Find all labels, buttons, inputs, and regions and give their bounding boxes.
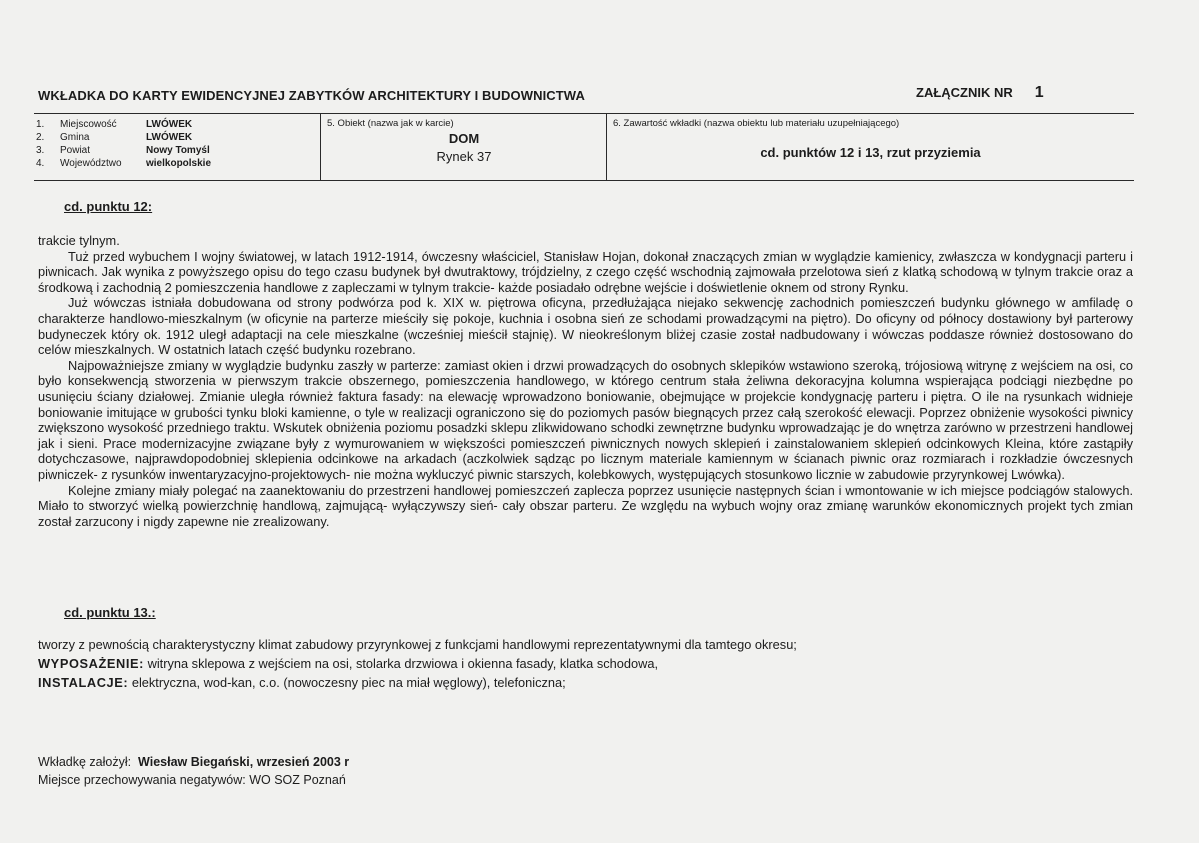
document-title: WKŁADKA DO KARTY EWIDENCYJNEJ ZABYTKÓW ARCHITEKTURY I BUDOWNICTWA: [38, 88, 585, 103]
paragraph: Tuż przed wybuchem I wojny światowej, w latach 1912-1914, ówczesny właściciel, Stanisław Hojan, dokonał znaczących zmian w wyglądzie kamienicy, zwłaszcza w kondygnacji parteru i piwnicach. Jak wynika z powyższego opisu do tego czasu budynek był dwutraktowy, trójdzielny, z czego część wschodnią zajmowała przelotowa sień z klatką schodową w tylnym trakcie oraz a środkową i zachodnią 2 pomieszczenia handlowe z zapleczami w tylnym trakcie- każde posiadało odrębne wejście i doświetlenie oknem od strony Rynku.: [38, 248, 1133, 295]
paragraph: trakcie tylnym.: [38, 233, 120, 248]
equipment-line: [38, 654, 1133, 673]
row-label: Województwo: [60, 158, 122, 169]
location-row-town: [36, 119, 192, 131]
content-value: cd. punktów 12 i 13, rzut przyziemia: [760, 145, 981, 160]
author-value: Wiesław Biegański, wrzesień 2003 r: [138, 755, 350, 769]
location-row-voivodeship: [36, 158, 211, 170]
row-value: LWÓWEK: [146, 132, 193, 143]
installations-line: [38, 673, 1133, 692]
storage-value: WO SOZ Poznań: [249, 773, 346, 787]
section-12-heading: cd. punktu 12:: [64, 199, 153, 214]
row-number: 4.: [36, 158, 45, 169]
object-column: [320, 114, 607, 180]
equipment-label: WYPOSAŻENIE:: [38, 656, 145, 671]
row-label: Gmina: [60, 132, 90, 143]
section-12-body: [38, 233, 1133, 529]
row-value: Nowy Tomyśl: [146, 145, 210, 156]
row-number: 1.: [36, 119, 45, 130]
row-label: Powiat: [60, 145, 91, 156]
storage-line: [38, 771, 349, 789]
location-column: [34, 114, 320, 180]
paragraph: Już wówczas istniała dobudowana od strony podwórza pod k. XIX w. piętrowa oficyna, przedłużająca niejako sekwencję zachodnich pomieszczeń budynku głównego w amfiladę o charakterze handlowo-mieszkalnym (w oficynie na parterze mieściły się pokoje, kuchnia i osobna sień ze schodami prowadzącymi na piętro). Do oficyny od północy dostawiony był parterowy budyneczek który ok. 1912 uległ adaptacji na cele mieszkalne (wcześniej mieścił stajnię). W nieokreślonym bliżej czasie został nadbudowany i wówczas poddasze również dostosowano do celów mieszkalnych. W ostatnich latach część budynku rozebrano.: [38, 295, 1133, 358]
content-label: 6. Zawartość wkładki (nazwa obiektu lub materiału uzupełniającego): [613, 118, 900, 129]
row-value: wielkopolskie: [146, 158, 212, 169]
installations-text: elektryczna, wod-kan, c.o. (nowoczesny piec na miał węglowy), telefoniczna;: [128, 675, 566, 690]
location-row-county: [36, 145, 210, 157]
author-line: [38, 753, 349, 771]
attachment-label: ZAŁĄCZNIK NR: [916, 85, 1013, 100]
object-name: DOM: [448, 131, 480, 146]
object-address: Rynek 37: [436, 149, 492, 164]
row-number: 3.: [36, 145, 45, 156]
attachment-number: 1: [1034, 84, 1044, 101]
content-column: [606, 114, 1134, 180]
paragraph: Najpoważniejsze zmiany w wyglądzie budynku zaszły w parterze: zamiast okien i drzwi prowadzących do osobnych sklepików wstawiono szeroką, trójosiową witrynę z wejściem na osi, co było konsekwencją stworzenia w pierwszym trakcie obszernego, pomieszczenia handlowego, w którego centrum stała żeliwna dekoracyjna kolumna wspierająca podciągi niezbędne po usunięciu ściany działowej. Zmianie uległa również faktura fasady: na elewację wprowadzono boniowanie, obejmujące w projekcie kondygnację parteru i piętra. O ile na rysunkach widnieje boniowanie imitujące w grubości tynku bloki kamienne, o tyle w realizacji ograniczono się do poziomych pasów biegnących przez całą szerokość elewacji. Poprzez obniżenie wysokości piwnicy zwiększono wysokość przedniego traktu. Wskutek obniżenia poziomu posadzki sklepu zlikwidowano schodki zewnętrzne budynku wprowadzając je do wnętrza zarówno w przestrzeni handlowej jak i sieni. Prace modernizacyjne związane były z wymurowaniem w większości pomieszczeń piwnicznych nowych sklepień i zainstalowaniem sklepień odcinkowych Kleina, które zastąpiły dotychczasowe, najprawdopodobniej sklepienia odcinkowe na arkadach (aczkolwiek sądząc po licznym materiale kamiennym w ścianach piwnic oraz rozmiarach i rozkładzie ówczesnych piwniczek- z rysunków inwentaryzacyjno-projektowych- nie można wykluczyć piwnic starszych, kolebkowych, występujących stosunkowo licznie w zabudowie przyrynkowej Lwówka).: [38, 357, 1133, 482]
installations-label: INSTALACJE:: [38, 675, 129, 690]
section-13-line: tworzy z pewnością charakterystyczny klimat zabudowy przyrynkowej z funkcjami handlowymi reprezentatywnymi dla tamtego okresu;: [38, 637, 797, 652]
section-13-heading: cd. punktu 13.:: [64, 605, 156, 620]
paragraph: Kolejne zmiany miały polegać na zaanektowaniu do przestrzeni handlowej pomieszczeń zaplecza poprzez usunięcie następnych ścian i wmontowanie w ich miejsce podciągów stalowych. Miało to stworzyć wielką powierzchnię handlową, zajmującą- wyłączywszy sień- cały obszar parteru. Ze względu na wybuch wojny oraz zmianę warunków ekonomicznych projekt tych zmian został zarzucony i nigdy zapewne nie zrealizowany.: [38, 482, 1133, 529]
object-label: 5. Obiekt (nazwa jak w karcie): [327, 118, 454, 129]
location-row-commune: [36, 132, 192, 144]
author-label: Wkładkę założył:: [38, 755, 132, 769]
metadata-table: [34, 113, 1134, 181]
storage-label: Miejsce przechowywania negatywów:: [38, 773, 246, 787]
equipment-text: witryna sklepowa z wejściem na osi, stolarka drzwiowa i okienna fasady, klatka schodowa,: [144, 656, 659, 671]
section-13-body: [38, 635, 1133, 692]
footer: [38, 753, 349, 789]
attachment-header: [916, 84, 1044, 102]
row-value: LWÓWEK: [146, 119, 193, 130]
row-label: Miejscowość: [60, 119, 117, 130]
row-number: 2.: [36, 132, 45, 143]
